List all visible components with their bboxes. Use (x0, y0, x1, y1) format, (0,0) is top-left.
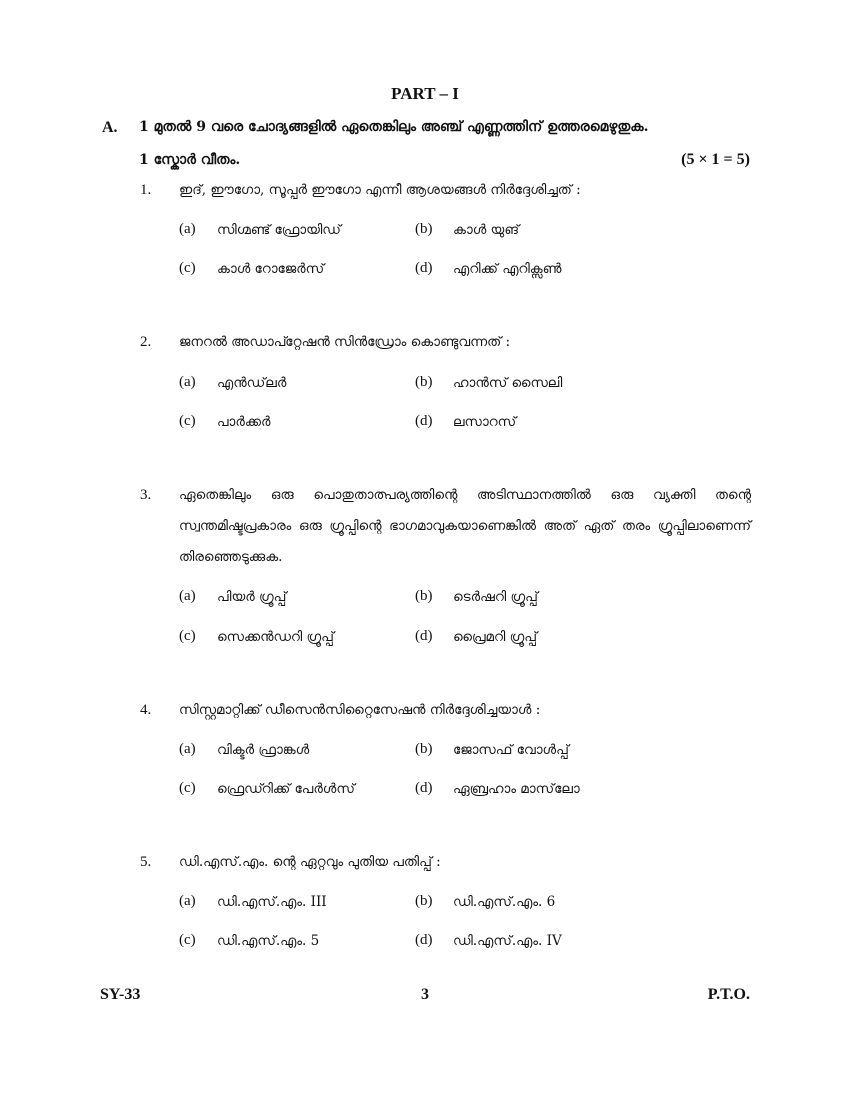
question-number: 5. (140, 854, 152, 870)
option-label: (c) (179, 780, 196, 796)
option-text: ഡി.എസ്.എം. IV (453, 933, 562, 949)
option-text: കാൾ റോജേർസ് (217, 261, 325, 277)
section-instruction: 1 മുതൽ 9 വരെ ചോദ്യങ്ങളിൽ ഏതെങ്കിലും അഞ്ച് എണ്ണത്തിന് ഉത്തരമെഴുതുക. (139, 119, 649, 135)
option-text: ഹാൻസ് സൈലി (453, 375, 563, 391)
option-text: ടെർഷറി ഗ്രൂപ്പ് (453, 589, 538, 605)
question-number: 1. (140, 182, 152, 198)
option-label: (a) (179, 588, 196, 604)
footer-pto: P.T.O. (707, 986, 750, 1003)
footer-page-number: 3 (421, 986, 429, 1003)
option-label: (c) (179, 260, 196, 276)
option-text: ഡി.എസ്.എം. 6 (453, 894, 556, 910)
option-label: (a) (179, 893, 196, 909)
question-text: ഇദ്, ഈഗോ, സൂപ്പർ ഈഗോ എന്നീ ആശയങ്ങൾ നിർദ്ദേശിച്ചത് : (179, 182, 581, 198)
option-label: (a) (179, 741, 196, 757)
option-text: സെക്കൻഡറി ഗ്രൂപ്പ് (217, 629, 334, 645)
option-text: ഫ്രെഡ്റിക്ക് പേർൾസ് (217, 781, 355, 797)
question-text: ജനറൽ അഡാപ്റ്റേഷൻ സിൻഡ്രോം കൊണ്ടുവന്നത് : (179, 334, 511, 350)
option-text: ഏബ്രഹാം മാസ്‌ലോ (453, 781, 580, 797)
question-text: സിസ്റ്റമാറ്റിക്ക് ഡീസെൻസിറ്റൈസേഷൻ നിർദ്ദേശിച്ചയാൾ : (179, 702, 541, 718)
part-title: PART – I (391, 84, 459, 103)
option-text: ഡി.എസ്.എം. 5 (217, 933, 320, 949)
question-number: 2. (140, 334, 152, 350)
footer-paper-code: SY-33 (100, 986, 141, 1003)
option-text: ഡി.എസ്.എം. III (217, 894, 327, 910)
question-text: ഏതെങ്കിലും ഒരു പൊതുതാത്പര്യത്തിന്റെ അടിസ്ഥാനത്തിൽ ഒരു വ്യക്തി തന്റെ സ്വന്തമിഷ്ടപ്രകാരം ഒരു ഗ്രൂപ്പിന്റെ ഭാഗമാവുകയാണെങ്കിൽ അത് ഏത് തരം ഗ്രൂപ്പിലാണെന്ന് തിരഞ്ഞെടുക്കുക. (179, 487, 751, 565)
option-label: (b) (415, 221, 433, 237)
option-label: (d) (415, 780, 433, 796)
option-label: (a) (179, 374, 196, 390)
section-letter: A. (102, 119, 118, 136)
option-text: സിഗ്മണ്ട് ഫ്രോയിഡ് (217, 222, 341, 238)
option-text: വിക്ടർ ഫ്രാങ്കൾ (217, 742, 310, 758)
option-label: (d) (415, 413, 433, 429)
option-text: ജോസഫ് വോൾപ്പ് (453, 742, 569, 758)
option-label: (d) (415, 628, 433, 644)
option-label: (a) (179, 221, 196, 237)
option-text: പിയർ ഗ്രൂപ്പ് (217, 589, 287, 605)
option-label: (b) (415, 893, 433, 909)
option-label: (c) (179, 413, 196, 429)
option-label: (c) (179, 932, 196, 948)
option-text: എറിക്ക് എറിക്സൺ (453, 261, 562, 277)
section-marks: (5 × 1 = 5) (681, 151, 750, 168)
question-text: ഡി.എസ്.എം. ന്റെ ഏറ്റവും പുതിയ പതിപ്പ് : (179, 854, 441, 870)
option-text: കാൾ യുങ് (453, 222, 520, 238)
option-label: (d) (415, 260, 433, 276)
option-label: (d) (415, 932, 433, 948)
option-text: എൻഡ്‌ലർ (217, 375, 287, 391)
section-score-note: 1 സ്കോർ വീതം. (139, 152, 241, 168)
option-label: (b) (415, 588, 433, 604)
option-label: (b) (415, 374, 433, 390)
option-text: പ്രൈമറി ഗ്രൂപ്പ് (453, 629, 538, 645)
option-label: (b) (415, 741, 433, 757)
option-text: ലസാറസ് (453, 414, 517, 430)
option-label: (c) (179, 628, 196, 644)
option-text: പാർക്കർ (217, 414, 271, 430)
question-number: 4. (140, 702, 152, 718)
question-number: 3. (140, 487, 152, 503)
